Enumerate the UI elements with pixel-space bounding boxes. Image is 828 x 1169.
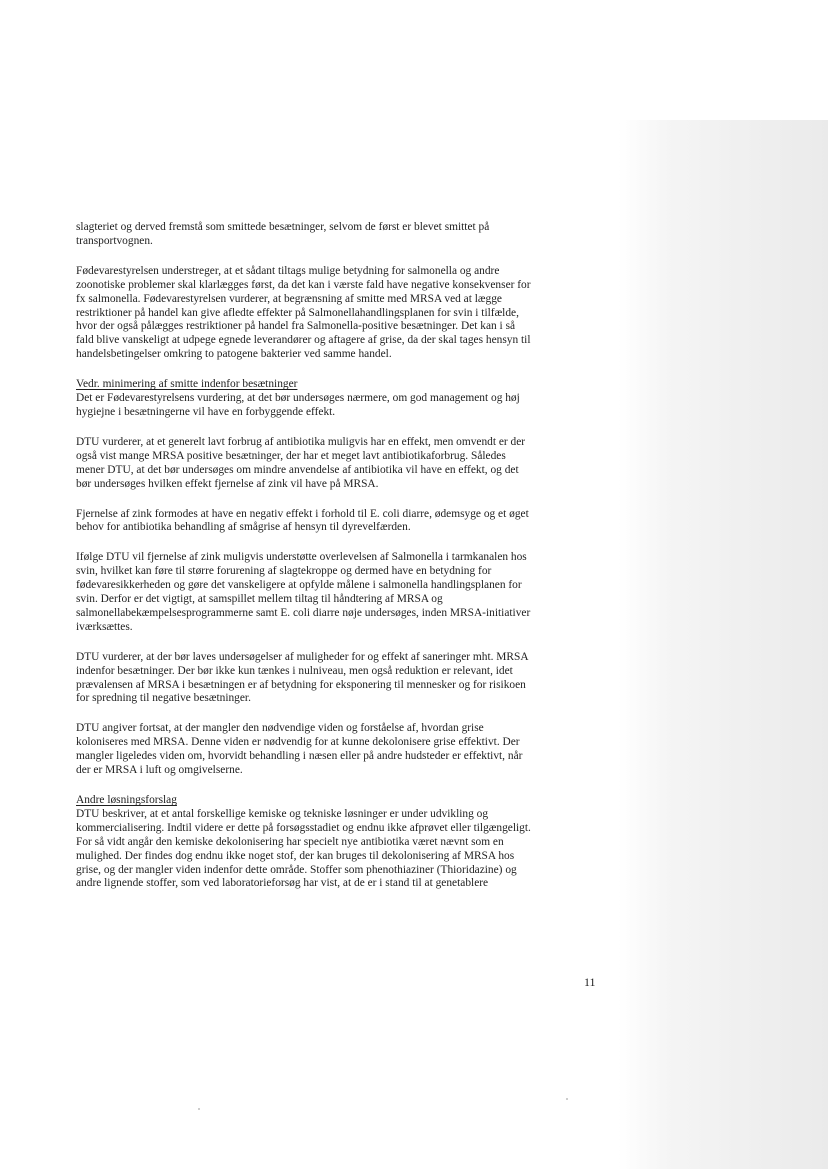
text-line: bør undersøges hvilken effekt fjernelse af zink vil have på MRSA. — [76, 477, 379, 490]
page-number: 11 — [584, 975, 596, 989]
text-line: Ifølge DTU vil fjernelse af zink muligvis understøtte overlevelsen af Salmonella i tarmkanalen hos — [76, 551, 527, 564]
scan-speck — [198, 1108, 200, 1110]
text-line: hygiejne i besætningerne vil have en forbyggende effekt. — [76, 405, 336, 418]
paragraph — [76, 221, 604, 249]
text-line: prævalensen af MRSA i besætningen er af betydning for eksponering til mennesker og for risikoen — [76, 678, 526, 691]
text-line: DTU vurderer, at der bør laves undersøgelser af muligheder for og effekt af saneringer mht. MRSA — [76, 650, 529, 663]
text-line: for spredning til negative besætninger. — [76, 692, 251, 705]
section-heading: Vedr. minimering af smitte indenfor besætninger — [76, 378, 298, 391]
document-body — [76, 221, 604, 907]
scan-speck — [566, 1098, 568, 1100]
paragraph — [76, 551, 604, 634]
text-line: iværksættes. — [76, 620, 133, 633]
text-line: Fødevarestyrelsen understreger, at et sådant tiltags mulige betydning for salmonella og andre — [76, 264, 500, 277]
text-line: behov for antibiotika behandling af smågrise af hensyn til dyrevelfærden. — [76, 521, 411, 534]
text-line: slagteriet og derved fremstå som smittede besætninger, selvom de først er blevet smittet på — [76, 221, 490, 233]
paragraph — [76, 651, 604, 707]
text-line: restriktioner på handel kan give afledte effekter på Salmonellahandlingsplanen for svin i tilfælde, — [76, 306, 519, 319]
text-line: koloniseres med MRSA. Denne viden er nødvendig for at kunne dekolonisere grise effektivt. Der — [76, 736, 520, 749]
text-line: transportvognen. — [76, 234, 153, 247]
text-line: også vist mange MRSA positive besætninger, der har et meget lavt antibiotikaforbrug. Således — [76, 449, 506, 462]
text-line: Det er Fødevarestyrelsens vurdering, at det bør undersøges nærmere, om god management og høj — [76, 392, 520, 405]
text-line: handelsbetingelser omkring to patogene bakterier ved samme handel. — [76, 348, 392, 361]
paragraph — [76, 722, 604, 778]
text-line: mener DTU, at det bør undersøges om mindre anvendelse af antibiotika vil have en effekt, og det — [76, 463, 519, 476]
text-line: mangler ligeledes viden om, hvorvidt behandling i næsen eller på andre hudsteder er effektivt, når — [76, 750, 523, 763]
paragraph — [76, 392, 604, 420]
text-line: fx salmonella. Fødevarestyrelsen vurderer, at begrænsning af smitte med MRSA ved at lægge — [76, 292, 502, 305]
text-line: fødevaresikkerheden og gøre det vanskeligere at opfylde målene i salmonella handlingsplanen for — [76, 579, 522, 592]
text-line: svin, hvilket kan føre til større forurening af slagtekroppe og dermed have en betydning for — [76, 565, 492, 578]
text-line: Fjernelse af zink formodes at have en negativ effekt i forhold til E. coli diarre, ødemsyge og et øget — [76, 507, 529, 520]
text-line: zoonotiske problemer skal klarlægges først, da det kan i værste fald have negative konsekvenser for — [76, 278, 531, 291]
scan-shadow — [618, 120, 828, 1169]
paragraph — [76, 265, 604, 362]
text-line: kommercialisering. Indtil videre er dette på forsøgsstadiet og endnu ikke afprøvet eller tilgængeligt. — [76, 821, 531, 834]
text-line: indenfor besætninger. Der bør ikke kun tænkes i nulniveau, men også reduktion er relevant, idet — [76, 664, 513, 677]
text-line: andre lignende stoffer, som ved laboratorieforsøg har vist, at de er i stand til at genetablere — [76, 877, 489, 890]
text-line: salmonellabekæmpelsesprogrammerne samt E. coli diarre nøje undersøges, inden MRSA-initiativer — [76, 606, 531, 619]
text-line: For så vidt angår den kemiske dekolonisering har specielt nye antibiotika været nævnt som en — [76, 835, 504, 848]
text-line: hvor der også pålægges restriktioner på handel fra Salmonella-positive besætninger. Det kan i så — [76, 320, 516, 333]
text-line: DTU vurderer, at et generelt lavt forbrug af antibiotika muligvis har en effekt, men omvendt er der — [76, 435, 526, 448]
text-line: der er MRSA i luft og omgivelserne. — [76, 764, 243, 777]
text-line: grise, og der mangler viden indenfor dette område. Stoffer som phenothiaziner (Thioridazine) og — [76, 863, 517, 876]
paragraph — [76, 436, 604, 492]
section-heading: Andre løsningsforslag — [76, 794, 177, 806]
paragraph — [76, 508, 604, 536]
paragraph — [76, 808, 604, 891]
text-line: fald blive vanskeligt at udpege egnede leverandører og aftagere af grise, da der skal tages hensyn til — [76, 334, 531, 347]
text-line: svin. Derfor er det vigtigt, at samspillet mellem tiltag til håndtering af MRSA og — [76, 593, 443, 606]
text-line: mulighed. Der findes dog endnu ikke noget stof, der kan bruges til dekolonisering af MRSA hos — [76, 849, 515, 862]
text-line: DTU beskriver, at et antal forskellige kemiske og tekniske løsninger er under udvikling og — [76, 807, 489, 820]
text-line: DTU angiver fortsat, at der mangler den nødvendige viden og forståelse af, hvordan grise — [76, 722, 484, 735]
